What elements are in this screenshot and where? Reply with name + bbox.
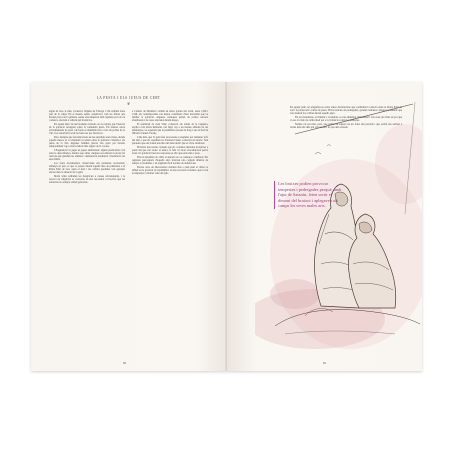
page-number-left: 68	[123, 361, 126, 365]
left-column-2	[132, 110, 208, 354]
paragraph: L'Església hi va jugar un paper ambivalent: alguns predicadors van atiar la desconfiança, mentre que altres clergues recordaven la protecció reial de què gaudien les aljames i demanaven prudència i moderació als seus fidels.	[49, 148, 125, 162]
left-column-1	[49, 110, 125, 354]
paragraph: a Calders de Mombui i també en altres pobles del rodal, entre 1348 i 1349, els contemporanis van deixar constància d'una mortaldat que va delmar la població. Algunes cròniques parlen de pobles sencers abandonats i de cases tancades durant mesos.	[132, 110, 208, 123]
paragraph: Encara avui, els historiadors debaten fins a quin punt el clima va influir en la gravetat de l'epidèmia i en les reaccions violentes que la van acompanyar a moltes viles del país.	[132, 165, 208, 175]
left-page	[31, 82, 226, 371]
paragraph: Però, malgrat que les indicacions de les autoritats eren clares, durant aquells mesos es va mantenir la tensió entre la població cristiana i els jueus de la vila. Algunes famílies jueves van optar per marxar temporalment cap a altres indrets més segurs de la corona.	[49, 135, 125, 149]
paragraph: Hi havia una tensió creixent que els cronistes mirarien d'explicar a partir del que van veure: el temor, la fam i la mort s'escampaven pertot arreu i la població buscava respostes en allò que tenia més a prop.	[132, 145, 208, 155]
paragraph: En aquest punt cal preguntar-se sobre altres declaracions que confirmen la relació entre la Petita Edat de Gel i la persecució contra els jueus. Hi ha notícies de pedregades, gelades tardanes i pluges persistents que van destruir les collites durant aquells anys.	[290, 106, 402, 116]
right-page	[227, 82, 422, 371]
paragraph: El testimoni de Joan Vilar, conservat als arxius de la vegueria, explica com molts habitants van fugir cap a les masies aïllades de les muntanyes, tot esperant que la pestilència passés de llarg i que el fred de l'hivern n'aturés l'avenç.	[132, 122, 208, 136]
right-column-text	[290, 106, 402, 176]
paragraph: algun de fora. A més, s'acusava l'aljama de Tàrrega i s'hi atribuïa bona part de la culpa. En el mateix sentit, s'explicava com les febres que havien provocat la primera onada s'escampaven amb rapidesa per tota la comarca, afectant a tothom qui hi entrava.	[49, 110, 125, 123]
ornament-icon: ❦	[126, 101, 131, 106]
paragraph: Fins al desembre de 1349, la situació no va començar a millorar. Els registres parroquials d'aquells anys mostren una caiguda dràstica de batejos i casaments, i un augment molt notable de defuncions.	[132, 155, 208, 165]
paragraph: I diu més, que 'la gent feia processons i pregàries per demanar la fi del mal, i que els capellans no donaven l'abast a enterrar els morts'. Són paraules que ens donen una idea del desconcert que es vivia aleshores.	[132, 135, 208, 146]
paragraph: Molts veïns atribuïen les desgràcies a causes sobrenaturals, i la recerca de culpables es convertia en una necessitat col·lectiva que les autoritats no sempre sabien gestionar.	[49, 174, 125, 185]
paragraph: En aquest marc de nerviosisme creixent, no és estrany que l'atenció de la població recaigués sobre la comunitat jueva. Els rumors sobre enverinaments de pous i de fonts es multiplicaven a tots els pobles de la vall, i les autoritats locals no feien res per aturar-los.	[49, 122, 125, 136]
page-number-right: 69	[323, 361, 326, 365]
paragraph: Les fonts documentals conservades ens permeten reconstruir, almenys en part, el que va passar durant aquells dies de primavera a la Petita Edat de Gel, quan el fred i les collites perdudes van agreujar encara més la situació de la gent.	[49, 161, 125, 175]
paragraph: Només cal recordar, però, que també en aquest cas les fonts són parcials i que sovint ens arriben a través dels ulls dels qui van acusar i no pas dels acusats.	[290, 122, 402, 129]
paragraph: Els dos fenòmens, el climàtic i el sanitari, es van alimentar mútuament i van crear un clima de por que va ser el caldo de cultiu ideal per a la violència contra les minories.	[290, 115, 402, 122]
pull-quote: Les bruixes podien provocar tempestes i pedregades perquè, amb l'ajut de Satanàs, feien sortir el dimoni del bruixot i aplegaven als camps les seves males arts.	[274, 181, 344, 209]
running-head: LA PESTA I ELS JUEUS DE CERT	[96, 96, 161, 100]
book-spread	[31, 82, 422, 371]
